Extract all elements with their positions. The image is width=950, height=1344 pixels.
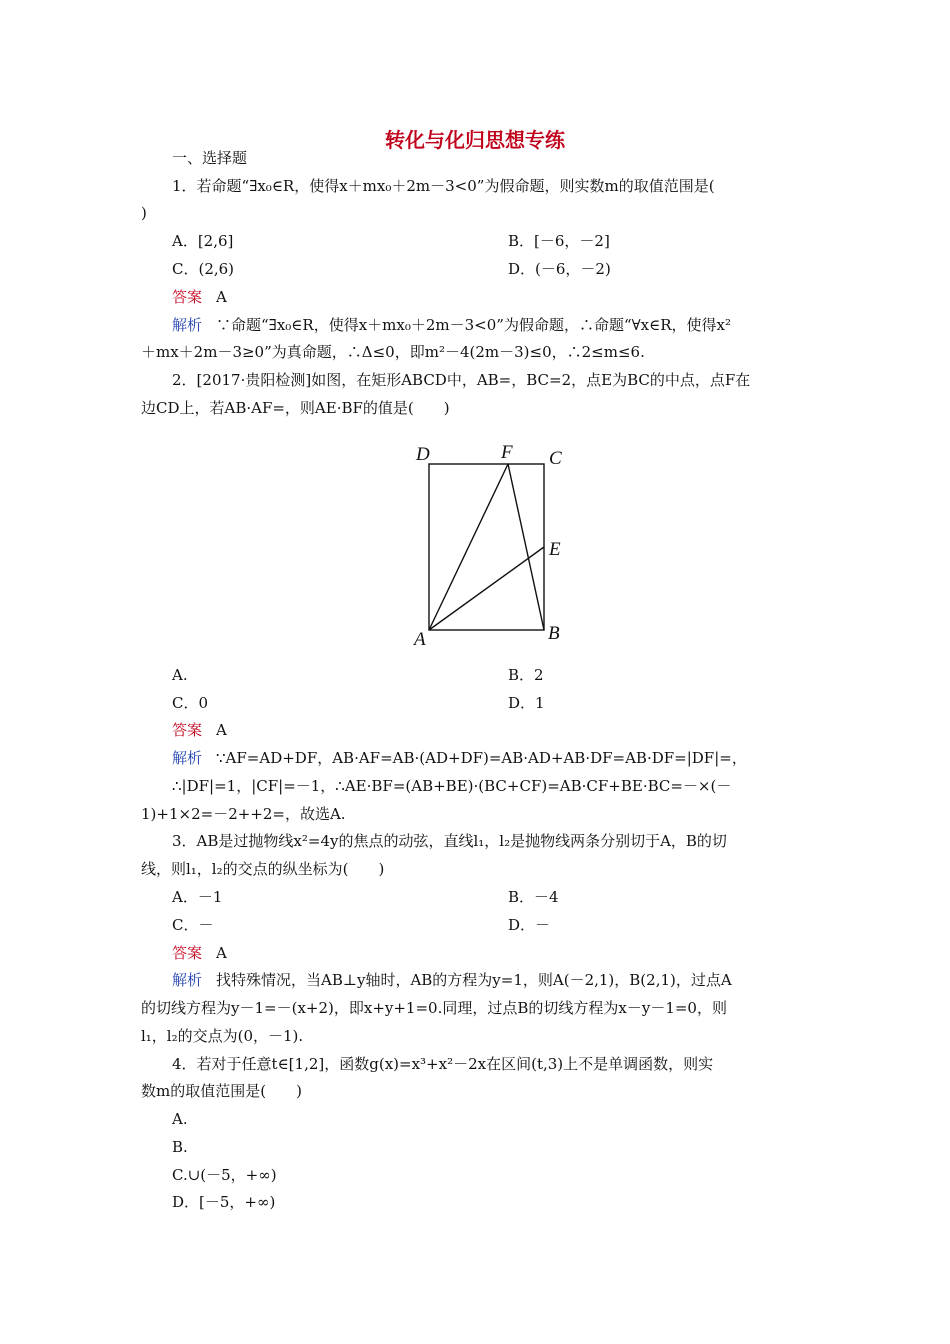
section-heading: 一、选择题 [172,149,248,167]
q2-option-d: D．1 [508,694,545,712]
q2-analysis-line2: ∴|DF|=1，|CF|=－1，∴AE·BF=(AB+BE)·(BC+CF)=AB·CF+BE·BC=－×(－ [172,777,732,795]
q4-option-b: B. [172,1138,188,1156]
q3-option-b: B．－4 [508,888,559,906]
q2-option-a: A. [172,666,188,684]
q1-analysis-text1: ∵命题“∃x₀∈R，使得x＋mx₀＋2m－3<0”为假命题，∴命题“∀x∈R，使得x² [216,316,731,334]
q3-analysis-line2: 的切线方程为y－1=－(x+2)，即x+y+1=0.同理，过点B的切线方程为x－y－1=0，则 [141,999,727,1017]
q3-answer-value: A [216,944,227,962]
q1-analysis-line1 [172,315,731,335]
q1-answer-value: A [216,288,227,306]
q3-analysis-label: 解析 [172,971,203,989]
q2-analysis-line1 [172,748,747,768]
label-e: E [549,539,561,560]
q1-answer-label: 答案 [172,288,203,306]
q1-option-c: C．(2,6) [172,260,235,278]
q2-answer-label: 答案 [172,721,203,739]
rectangle-abcd [429,464,544,630]
q2-answer-value: A [216,721,227,739]
q2-stem-line1: 2．[2017·贵阳检测]如图，在矩形ABCD中，AB=，BC=2，点E为BC的中点，点F在 [172,371,751,389]
q4-option-c: C.∪(－5，+∞) [172,1166,277,1184]
label-c: C [549,448,562,469]
q4-stem-line2: 数m的取值范围是( ) [141,1082,302,1100]
q3-answer [172,943,227,963]
q3-stem-line2: 线，则l₁，l₂的交点的纵坐标为( ) [141,860,385,878]
q2-analysis-line3: 1)+1×2=－2++2=，故选A. [141,805,346,823]
q3-analysis-line1 [172,970,732,990]
rectangle-abcd-figure [412,432,592,654]
q2-analysis-label: 解析 [172,749,203,767]
q2-stem-line2: 边CD上，若AB·AF=，则AE·BF的值是( ) [141,399,450,417]
q1-analysis-label: 解析 [172,316,203,334]
segment-ae [429,547,544,630]
segment-bf [508,464,544,630]
q3-analysis-text1: 找特殊情况，当AB⊥y轴时，AB的方程为y=1，则A(－2,1)，B(2,1)，过点A [216,971,732,989]
q1-stem-line1: 1．若命题“∃x₀∈R，使得x＋mx₀＋2m－3<0”为假命题，则实数m的取值范围是( [172,177,715,195]
q4-option-a: A. [172,1110,188,1128]
q1-answer [172,287,227,307]
q3-option-c: C．－ [172,916,214,934]
q2-answer [172,720,227,740]
q3-stem-line1: 3．AB是过抛物线x²=4y的焦点的动弦，直线l₁，l₂是抛物线两条分别切于A，B的切 [172,832,727,850]
q3-option-a: A．－1 [172,888,223,906]
q3-analysis-line3: l₁，l₂的交点为(0，－1). [141,1027,304,1045]
q2-option-b: B．2 [508,666,544,684]
q1-option-d: D．(－6，－2) [508,260,611,278]
q4-option-d: D．[－5，+∞) [172,1193,276,1211]
q2-analysis-text1: ∵AF=AD+DF，AB·AF=AB·(AD+DF)=AB·AD+AB·DF=AB·DF=|DF|=， [216,749,747,767]
q4-stem-line1: 4．若对于任意t∈[1,2]，函数g(x)=x³+x²－2x在区间(t,3)上不是单调函数，则实 [172,1055,714,1073]
label-b: B [548,623,560,644]
page-title: 转化与化归思想专练 [385,128,565,152]
q1-stem-line2: ) [141,204,147,222]
q3-option-d: D．－ [508,916,551,934]
label-a: A [414,629,426,650]
label-d: D [416,444,430,465]
q1-option-a: A．[2,6] [172,232,234,250]
q1-analysis-line2: ＋mx＋2m－3≥0”为真命题，∴Δ≤0，即m²－4(2m－3)≤0，∴2≤m≤6. [141,343,645,361]
q3-answer-label: 答案 [172,944,203,962]
segment-af [429,464,508,630]
q1-option-b: B．[－6，－2] [508,232,610,250]
label-f: F [501,442,513,463]
q2-option-c: C．0 [172,694,209,712]
